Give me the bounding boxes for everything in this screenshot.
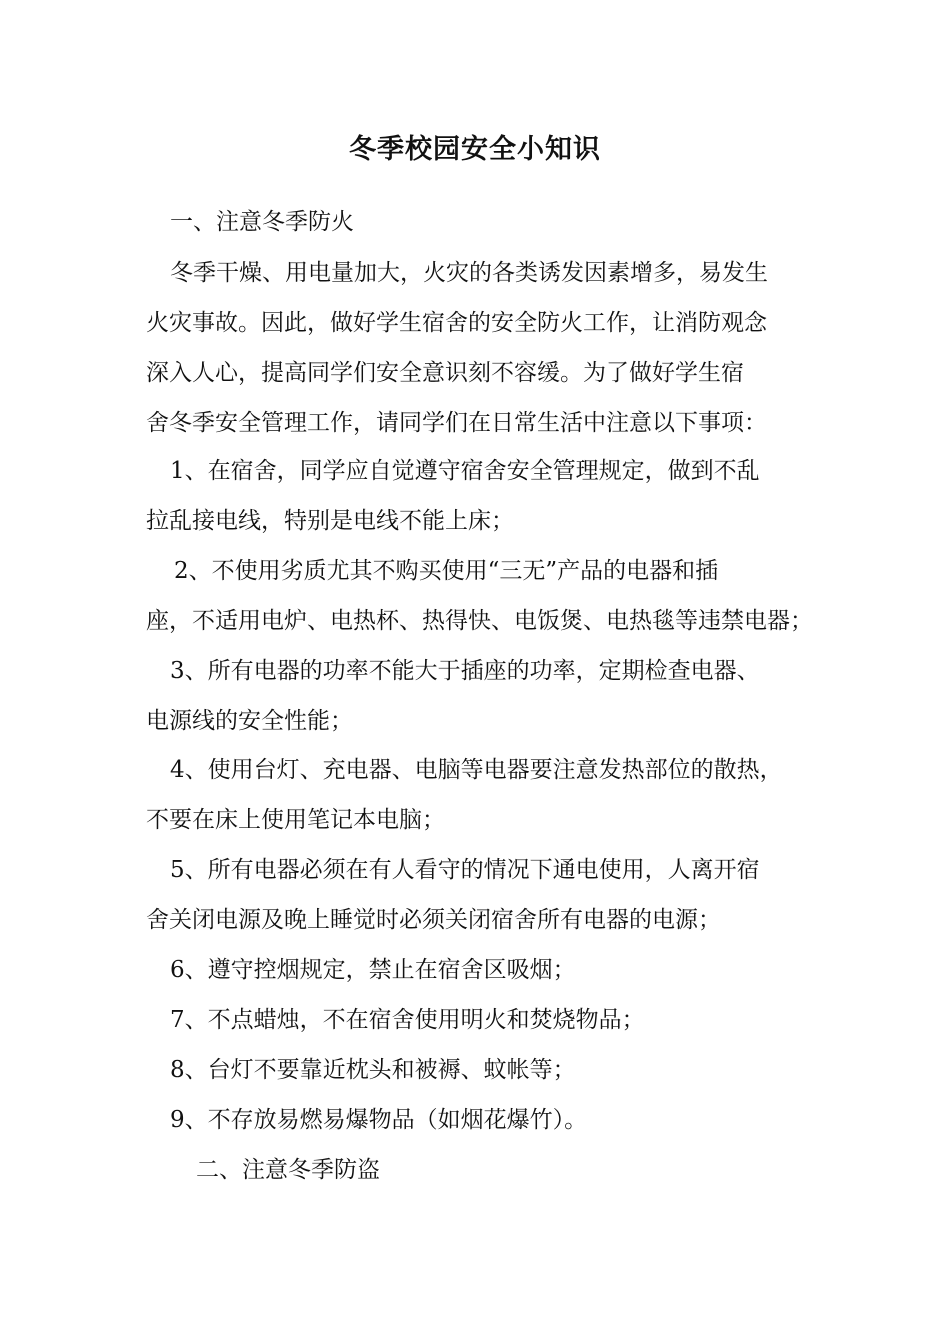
paragraph-line: 冬季干燥、用电量加大，火灾的各类诱发因素增多，易发生 bbox=[170, 260, 768, 286]
list-item-7: 7、不点蜡烛，不在宿舍使用明火和焚烧物品； bbox=[170, 1007, 645, 1033]
list-item-2-line: 2、不使用劣质尤其不购买使用“三无”产品的电器和插 bbox=[174, 558, 719, 584]
section-heading-fire: 一、注意冬季防火 bbox=[170, 209, 354, 235]
list-item-9: 9、不存放易燃易爆物品（如烟花爆竹）。 bbox=[170, 1107, 588, 1133]
list-item-2-line: 座，不适用电炉、电热杯、热得快、电饭煲、电热毯等违禁电器； bbox=[146, 608, 813, 634]
list-item-5-line: 舍关闭电源及晚上睡觉时必须关闭宿舍所有电器的电源； bbox=[146, 907, 721, 933]
list-item-1-line: 1、在宿舍，同学应自觉遵守宿舍安全管理规定，做到不乱 bbox=[170, 458, 760, 484]
list-item-3-line: 电源线的安全性能； bbox=[146, 708, 353, 734]
list-item-4-line: 4、使用台灯、充电器、电脑等电器要注意发热部位的散热， bbox=[170, 757, 783, 783]
paragraph-line: 火灾事故。因此，做好学生宿舍的安全防火工作，让消防观念 bbox=[146, 310, 767, 336]
list-item-8: 8、台灯不要靠近枕头和被褥、蚊帐等； bbox=[170, 1057, 576, 1083]
list-item-5-line: 5、所有电器必须在有人看守的情况下通电使用，人离开宿 bbox=[170, 857, 760, 883]
paragraph-line: 舍冬季安全管理工作，请同学们在日常生活中注意以下事项： bbox=[146, 410, 767, 436]
paragraph-line: 深入人心，提高同学们安全意识刻不容缓。为了做好学生宿 bbox=[146, 360, 744, 386]
list-item-3-line: 3、所有电器的功率不能大于插座的功率，定期检查电器、 bbox=[170, 658, 760, 684]
document-title: 冬季校园安全小知识 bbox=[349, 134, 601, 165]
list-item-6: 6、遵守控烟规定，禁止在宿舍区吸烟； bbox=[170, 957, 576, 983]
section-heading-theft: 二、注意冬季防盗 bbox=[196, 1157, 380, 1183]
list-item-1-line: 拉乱接电线，特别是电线不能上床； bbox=[146, 508, 514, 534]
list-item-4-line: 不要在床上使用笔记本电脑； bbox=[146, 807, 445, 833]
